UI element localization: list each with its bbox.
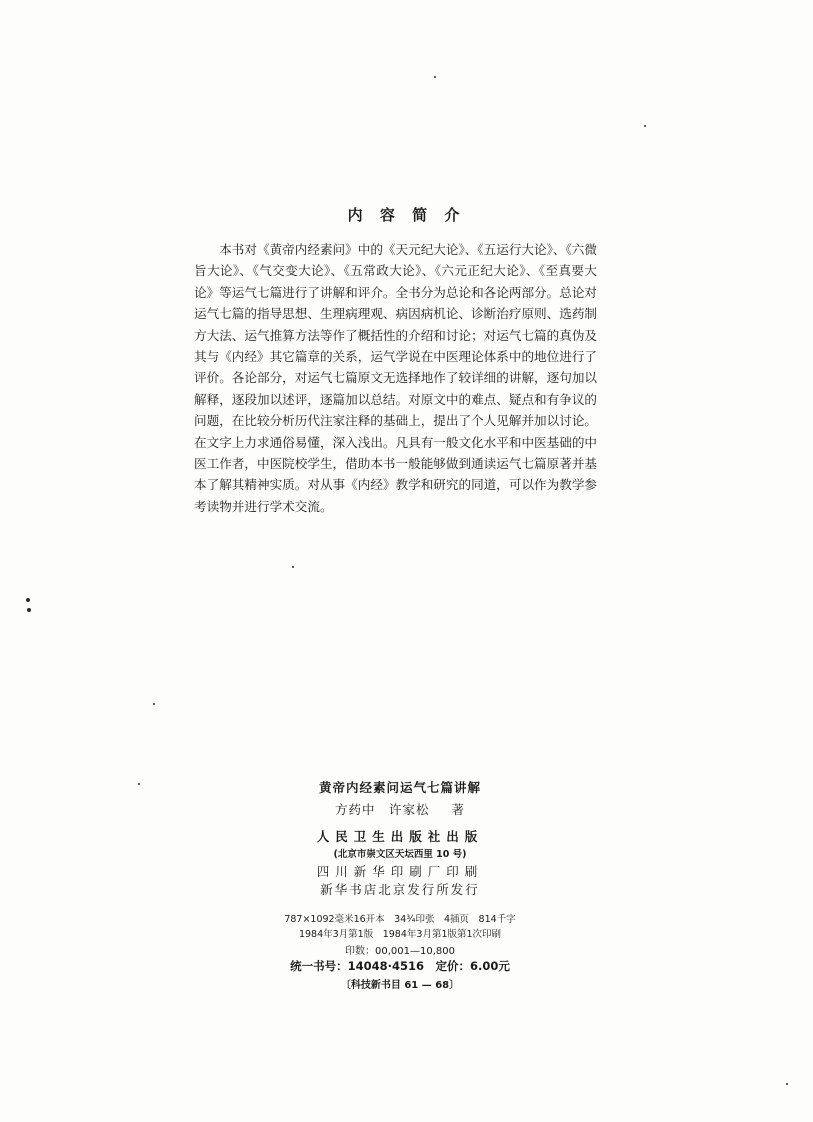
colophon-authors: 方药中 许家松	[334, 802, 430, 817]
scan-speck	[27, 608, 31, 612]
colophon-author-role: 著	[451, 802, 466, 817]
colophon-printer: 四川新华印刷厂印刷	[316, 864, 484, 879]
scan-speck	[434, 76, 436, 78]
colophon-specs: 787×1092毫米16开本 34¾印张 4插页 814千字	[284, 914, 516, 925]
colophon-publisher: 人民卫生出版社出版	[316, 829, 484, 844]
scan-speck	[644, 125, 646, 127]
colophon-isbn-price: 统一书号：14048·4516 定价：6.00元	[290, 959, 510, 973]
scan-speck	[26, 598, 30, 602]
colophon-distributor: 新华书店北京发行所发行	[320, 882, 480, 897]
colophon-authors-line	[250, 800, 550, 818]
colophon-print-run: 印数：00,001—10,800	[345, 946, 455, 957]
colophon-book-title: 黄帝内经素问运气七篇讲解	[318, 780, 481, 795]
colophon-catalog: 〔科技新书目 61 — 68〕	[340, 980, 460, 991]
intro-heading: 内 容 简 介	[347, 206, 466, 224]
colophon-edition: 1984年3月第1版 1984年3月第1版第1次印刷	[298, 929, 502, 940]
scan-speck	[153, 703, 155, 705]
colophon-publisher-address: (北京市崇文区天坛西里 10 号)	[333, 849, 467, 860]
scan-speck	[292, 566, 294, 568]
scan-speck	[786, 1083, 788, 1085]
intro-body: 本书对《黄帝内经素问》中的《天元纪大论》、《五运行大论》、《六微旨大论》、《气交变大论》、《五常政大论》、《六元正纪大论》、《至真要大论》等运气七篇进行了讲解和评介。全书分为总论和各论两部分。总论对运气七篇的指导思想、生理病理观、病因病机论、诊断治疗原则、选药制方大法、运气推算方法等作了概括性的介绍和讨论；对运气七篇的真伪及其与《内经》其它篇章的关系，运气学说在中医理论体系中的地位进行了评价。各论部分，对运气七篇原文无选择地作了较详细的讲解，逐句加以解释，逐段加以述评，逐篇加以总结。对原文中的难点、疑点和有争议的问题，在比较分析历代注家注释的基础上，提出了个人见解并加以讨论。在文字上力求通俗易懂，深入浅出。凡具有一般文化水平和中医基础的中医工作者，中医院校学生，借助本书一般能够做到通读运气七篇原著并基本了解其精神实质。对从事《内经》教学和研究的同道，可以作为教学参考读物并进行学术交流。	[194, 242, 597, 514]
scan-speck	[138, 783, 140, 785]
